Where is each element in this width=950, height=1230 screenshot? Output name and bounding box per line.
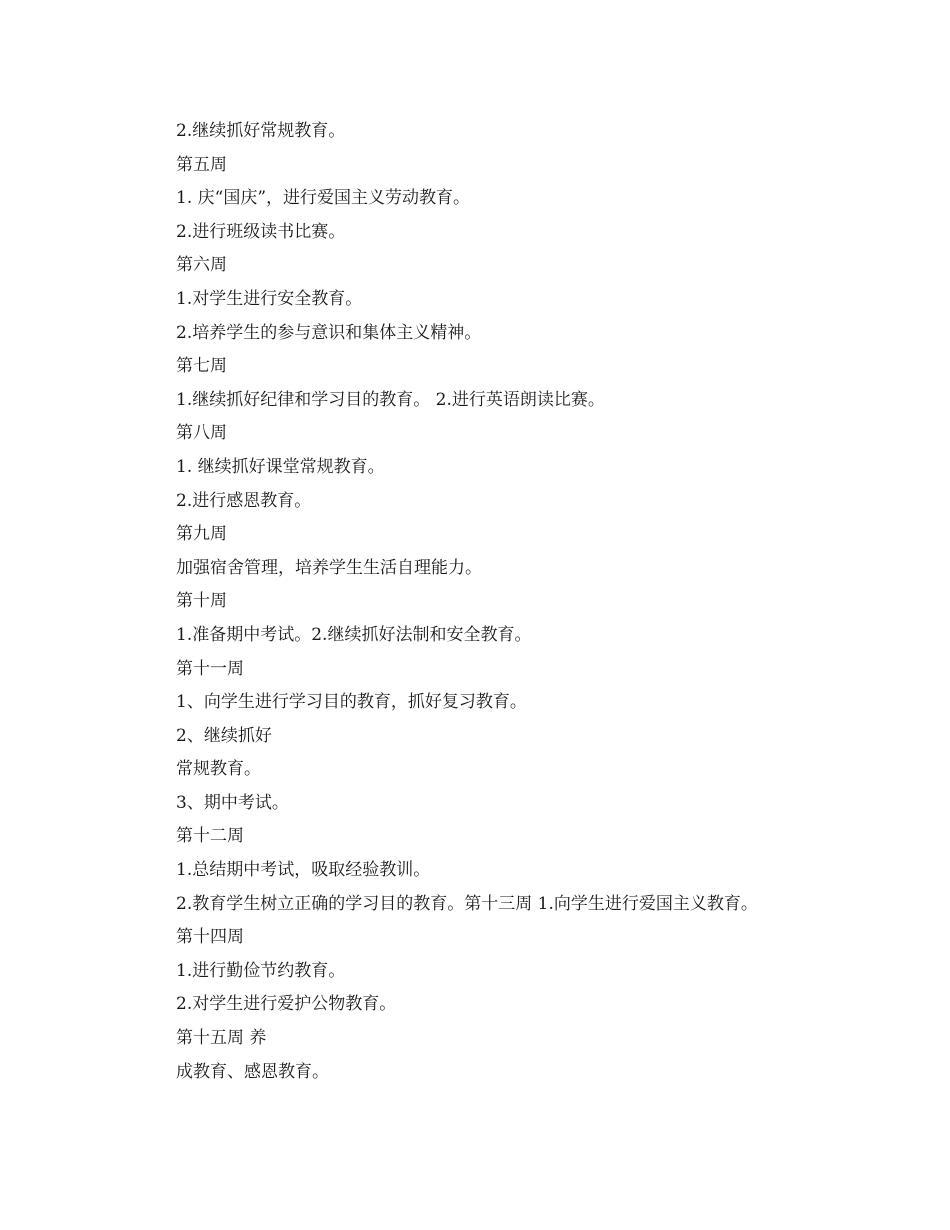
text-line: 加强宿舍管理，培养学生生活自理能力。 xyxy=(176,557,482,578)
text-line: 3、期中考试。 xyxy=(176,792,289,813)
week-heading: 第十四周 xyxy=(176,927,244,948)
week-heading: 第十二周 xyxy=(176,826,244,847)
week-heading: 第七周 xyxy=(176,356,227,377)
week-heading: 第十五周 养 xyxy=(176,1028,267,1049)
week-heading: 第八周 xyxy=(176,423,227,444)
text-line: 1. 继续抓好课堂常规教育。 xyxy=(176,456,385,477)
text-line: 2.对学生进行爱护公物教育。 xyxy=(176,994,397,1015)
text-line: 1.继续抓好纪律和学习目的教育。 2.进行英语朗读比赛。 xyxy=(176,389,605,410)
document-body xyxy=(176,115,916,1089)
text-line: 2.继续抓好常规教育。 xyxy=(176,121,346,141)
text-line: 成教育、感恩教育。 xyxy=(176,1061,329,1082)
week-heading: 第六周 xyxy=(176,255,227,276)
text-line: 常规教育。 xyxy=(176,759,261,780)
text-line: 2.进行感恩教育。 xyxy=(176,490,312,511)
text-line: 2.教育学生树立正确的学习目的教育。第十三周 1.向学生进行爱国主义教育。 xyxy=(176,893,758,914)
text-line: 2、继续抓好 xyxy=(176,725,272,746)
text-line: 1.准备期中考试。2.继续抓好法制和安全教育。 xyxy=(176,624,532,645)
text-line: 1.进行勤俭节约教育。 xyxy=(176,960,346,981)
text-line: 1.对学生进行安全教育。 xyxy=(176,288,363,309)
text-line: 1、向学生进行学习目的教育，抓好复习教育。 xyxy=(176,692,527,713)
week-heading: 第十一周 xyxy=(176,658,244,679)
text-line: 2.进行班级读书比赛。 xyxy=(176,221,346,242)
text-line: 1. 庆“国庆”，进行爱国主义劳动教育。 xyxy=(176,188,471,209)
text-line: 1.总结期中考试，吸取经验教训。 xyxy=(176,860,431,881)
week-heading: 第九周 xyxy=(176,524,227,545)
week-heading: 第十周 xyxy=(176,591,227,612)
text-line: 2.培养学生的参与意识和集体主义精神。 xyxy=(176,322,482,343)
week-heading: 第五周 xyxy=(176,154,227,175)
